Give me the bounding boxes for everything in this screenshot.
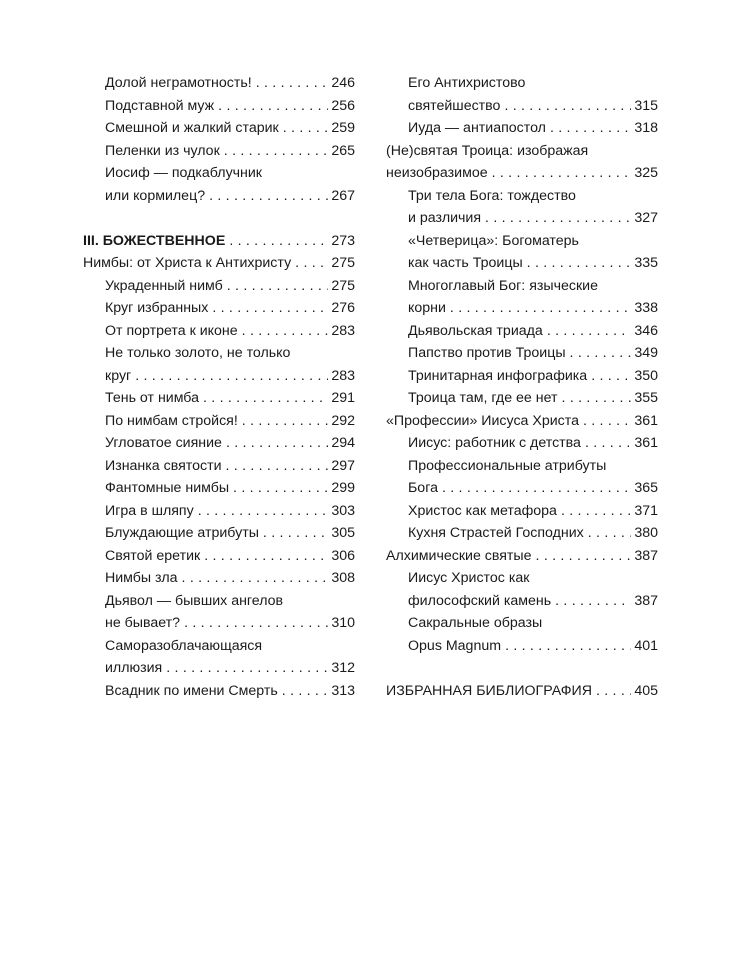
dot-leader [550,117,631,140]
dot-leader [583,410,631,433]
toc-entry-line [408,500,658,523]
toc-entry-title: От портрета к иконе [105,322,238,339]
page-number: 361 [634,435,658,451]
toc-entry-line [408,230,658,253]
page-number: 401 [634,637,658,654]
dot-leader [263,522,328,545]
page-number: 361 [634,412,658,429]
toc-section-entry[interactable] [83,275,355,298]
toc-entry-line [408,455,658,478]
page-number: 306 [331,547,355,564]
toc-section-entry[interactable] [386,387,658,410]
toc-entry-title: Фантомные нимбы [105,480,230,496]
page-number: 346 [634,322,658,339]
page-number: 355 [634,390,658,406]
toc-chapter-entry[interactable] [386,410,658,433]
page-number: 365 [634,480,658,496]
page-number: 299 [331,480,355,496]
page-number: 387 [634,547,658,564]
toc-section-entry[interactable] [386,117,658,140]
dot-leader [485,207,631,230]
page-number: 283 [331,367,355,384]
toc-entry-line [105,342,355,365]
toc-entry-title: Бога [408,480,438,496]
toc-section-entry[interactable] [83,635,355,680]
toc-section-entry[interactable] [83,342,355,387]
toc-entry-title: Его Антихристово [408,75,526,91]
toc-entry-line [408,275,658,298]
page-number: 349 [634,345,658,361]
toc-entry-title: корни [408,300,446,316]
toc-entry-line [408,252,658,275]
toc-section-entry[interactable] [386,230,658,275]
dot-leader [547,320,632,343]
dot-leader [242,410,329,433]
toc-entry-title: Папство против Троицы [408,345,566,361]
toc-entry-line [105,410,355,433]
toc-section-entry[interactable] [83,522,355,545]
dot-leader [561,500,631,523]
toc-entry-line [105,455,355,478]
toc-section-entry[interactable] [386,432,658,455]
toc-entry-line [386,410,658,433]
toc-section-entry[interactable] [83,387,355,410]
page-number: 310 [331,615,355,631]
toc-entry-line [105,275,355,298]
toc-entry-line [83,252,355,275]
page-number: 308 [331,570,355,586]
dot-leader [562,387,632,410]
dot-leader [166,657,328,680]
toc-section-entry[interactable] [386,567,658,612]
toc-entry-title: иллюзия [105,660,163,676]
page-number: 259 [331,120,355,136]
dot-leader [209,185,328,208]
toc-entry-title: Профессиональные атрибуты [408,457,607,474]
dot-leader [585,432,631,455]
toc-entry-line [408,567,658,590]
toc-entry-line [105,657,355,680]
toc-entry-line [386,140,658,163]
toc-entry-line [105,117,355,140]
page-number: 327 [634,210,658,226]
dot-leader [536,545,632,568]
toc-entry-title: Нимбы: от Христа к Антихристу [83,255,292,271]
dot-leader [184,612,328,635]
toc-entry-line [105,635,355,658]
toc-entry-title: По нимбам стройся! [105,412,238,429]
toc-entry-line [105,185,355,208]
toc-section-entry[interactable] [386,342,658,365]
toc-entry-title: Смешной и жалкий старик [105,120,279,136]
page-number: 297 [331,457,355,474]
toc-section-entry[interactable] [83,320,355,343]
toc-entry-line [408,185,658,208]
page-number: 315 [634,97,658,114]
toc-entry-title: или кормилец? [105,187,206,204]
toc-entry-title: Угловатое сияние [105,435,222,451]
dot-leader [450,297,631,320]
toc-entry-line [408,320,658,343]
page-number: 335 [634,255,658,271]
toc-entry-line [408,635,658,658]
toc-entry-title: (Не)святая Троица: изображая [386,142,589,159]
toc-section-entry[interactable] [83,680,355,703]
dot-leader [233,477,328,500]
toc-chapter-entry[interactable] [83,230,355,253]
dot-leader [256,72,329,95]
toc-entry-title: Кухня Страстей Господних [408,525,584,541]
dot-leader [227,275,329,298]
dot-leader [218,95,328,118]
toc-section-entry[interactable] [386,72,658,117]
section-spacer [83,207,355,230]
toc-section-entry[interactable] [386,365,658,388]
toc-entry-line [105,320,355,343]
dot-leader [442,477,631,500]
toc-entry-title: Подставной муж [105,97,215,114]
page-number: 273 [331,232,355,249]
toc-entry-title: как часть Троицы [408,255,523,271]
toc-entry-title: неизобразимое [386,165,488,181]
toc-left-column [83,72,355,702]
dot-leader [591,365,631,388]
toc-entry-title: Иисус: работник с детства [408,435,581,451]
toc-entry-title: Три тела Бога: тождество [408,187,576,204]
page-number: 371 [634,502,658,519]
page-number: 405 [634,682,658,699]
toc-entry-line [408,432,658,455]
toc-entry-title: «Профессии» Иисуса Христа [386,412,579,429]
dot-leader [505,635,631,658]
dot-leader [504,95,631,118]
toc-right-column [386,72,658,702]
page-number: 256 [331,97,355,114]
page-number: 267 [331,187,355,204]
dot-leader [182,567,329,590]
page-number: 292 [331,412,355,429]
toc-entry-title: Христос как метафора [408,502,557,519]
toc-entry-line [408,477,658,500]
toc-entry-line [408,207,658,230]
dot-leader [492,162,632,185]
toc-entry-line [408,95,658,118]
page-number: 265 [331,142,355,159]
dot-leader [282,680,329,703]
dot-leader [596,680,631,703]
toc-section-entry[interactable] [386,320,658,343]
toc-section-entry[interactable] [83,590,355,635]
toc-entry-line [105,432,355,455]
toc-entry-title: Игра в шляпу [105,502,194,519]
toc-entry-line [105,365,355,388]
toc-section-entry[interactable] [83,72,355,95]
toc-entry-title: и различия [408,210,482,226]
toc-entry-line [386,162,658,185]
toc-entry-line [386,680,658,703]
toc-entry-title: Дьявол — бывших ангелов [105,592,284,609]
dot-leader [198,500,329,523]
toc-entry-line [105,522,355,545]
toc-entry-line [105,545,355,568]
toc-entry-line [105,72,355,95]
toc-entry-title: III. БОЖЕСТВЕННОЕ [83,232,226,249]
page-number: 305 [331,525,355,541]
toc-entry-line [408,387,658,410]
toc-entry-line [105,590,355,613]
page-number: 380 [634,525,658,541]
toc-section-entry[interactable] [386,275,658,320]
page-number: 294 [331,435,355,451]
toc-entry-title: Троица там, где ее нет [408,390,558,406]
toc-entry-line [105,297,355,320]
dot-leader [204,545,328,568]
toc-section-entry[interactable] [386,522,658,545]
page-number: 291 [331,390,355,406]
dot-leader [226,432,328,455]
toc-chapter-entry[interactable] [386,140,658,185]
toc-entry-title: Блуждающие атрибуты [105,525,259,541]
toc-entry-title: Долой неграмотность! [105,75,252,91]
page-number: 325 [634,165,658,181]
page-number: 275 [331,255,355,271]
toc-entry-title: Круг избранных [105,300,209,316]
toc-entry-line [408,72,658,95]
page-number: 246 [331,75,355,91]
toc-entry-line [105,387,355,410]
toc-section-entry[interactable] [83,297,355,320]
toc-entry-title: Иуда — антиапостол [408,120,546,136]
dot-leader [555,590,631,613]
dot-leader [527,252,632,275]
dot-leader [135,365,328,388]
toc-entry-line [105,567,355,590]
page-number: 338 [634,300,658,316]
toc-section-entry[interactable] [83,162,355,207]
dot-leader [295,252,328,275]
page-number: 318 [634,120,658,136]
toc-entry-title: Нимбы зла [105,570,178,586]
toc-entry-title: Иисус Христос как [408,570,530,586]
page-number: 303 [331,502,355,519]
page-number: 283 [331,322,355,339]
toc-entry-title: Всадник по имени Смерть [105,682,278,699]
dot-leader [588,522,632,545]
section-spacer [386,657,658,680]
page-number: 312 [331,660,355,676]
dot-leader [212,297,328,320]
page-number: 276 [331,300,355,316]
toc-section-entry[interactable] [386,500,658,523]
toc-section-entry[interactable] [83,545,355,568]
toc-section-entry[interactable] [83,477,355,500]
toc-entry-title: святейшество [408,97,501,114]
toc-section-entry[interactable] [83,140,355,163]
toc-entry-title: Тринитарная инфографика [408,367,588,384]
toc-section-entry[interactable] [83,95,355,118]
dot-leader [242,320,329,343]
toc-section-entry[interactable] [83,567,355,590]
toc-entry-title: Opus Magnum [408,637,502,654]
toc-section-entry[interactable] [386,612,658,657]
toc-entry-line [408,522,658,545]
page-number: 275 [331,277,355,294]
toc-chapter-entry[interactable] [386,680,658,703]
toc-entry-title: Алхимические святые [386,547,532,564]
toc-chapter-entry[interactable] [83,252,355,275]
toc-section-entry[interactable] [83,117,355,140]
toc-entry-title: Иосиф — подкаблучник [105,165,263,181]
dot-leader [224,140,329,163]
dot-leader [570,342,632,365]
dot-leader [283,117,329,140]
page-number: 313 [331,682,355,699]
toc-entry-title: «Четверица»: Богоматерь [408,232,579,249]
toc-section-entry[interactable] [386,185,658,230]
toc-entry-title: не бывает? [105,615,181,631]
toc-entry-title: Украденный нимб [105,277,223,294]
toc-entry-title: Не только золото, не только [105,345,291,361]
toc-entry-title: Пеленки из чулок [105,142,220,159]
toc-section-entry[interactable] [83,432,355,455]
toc-entry-line [105,612,355,635]
toc-entry-title: Изнанка святости [105,457,222,474]
toc-entry-title: ИЗБРАННАЯ БИБЛИОГРАФИЯ [386,682,592,699]
toc-section-entry[interactable] [386,455,658,500]
toc-section-entry[interactable] [83,500,355,523]
toc-entry-title: Святой еретик [105,547,201,564]
toc-entry-line [408,297,658,320]
toc-entry-line [408,117,658,140]
dot-leader [229,230,328,253]
toc-entry-title: круг [105,367,132,384]
toc-entry-title: Саморазоблачающаяся [105,637,263,654]
page-number: 350 [634,367,658,384]
toc-entry-line [83,230,355,253]
toc-entry-title: Сакральные образы [408,615,543,631]
toc-entry-line [105,680,355,703]
toc-section-entry[interactable] [83,455,355,478]
toc-entry-line [408,590,658,613]
page-number: 387 [634,592,658,609]
toc-entry-line [408,365,658,388]
toc-chapter-entry[interactable] [386,545,658,568]
toc-entry-line [105,500,355,523]
toc-entry-title: Дьявольская триада [408,322,543,339]
toc-entry-line [105,140,355,163]
toc-entry-title: философский камень [408,592,552,609]
toc-section-entry[interactable] [83,410,355,433]
toc-entry-title: Тень от нимба [105,390,199,406]
toc-entry-line [105,95,355,118]
toc-entry-line [386,545,658,568]
toc-entry-line [408,342,658,365]
toc-entry-title: Многоглавый Бог: языческие [408,277,598,294]
toc-entry-line [408,612,658,635]
dot-leader [203,387,328,410]
toc-entry-line [105,477,355,500]
toc-entry-line [105,162,355,185]
dot-leader [226,455,329,478]
